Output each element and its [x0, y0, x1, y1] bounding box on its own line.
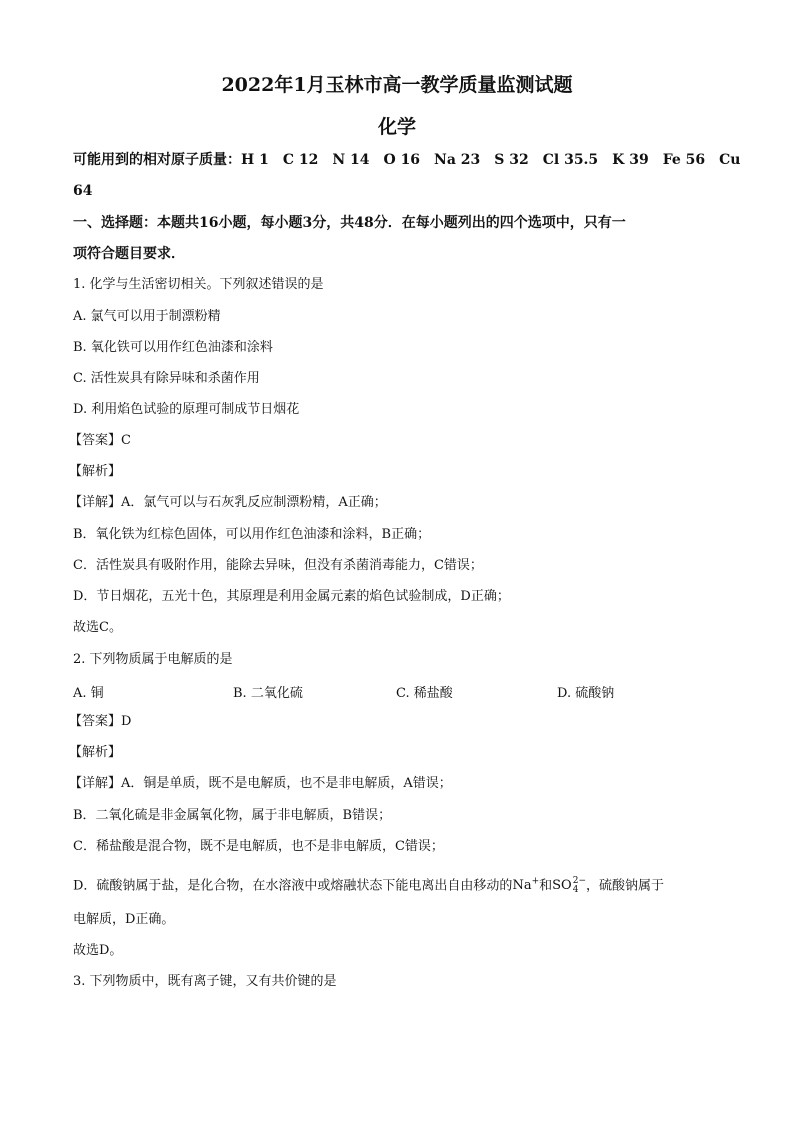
q3-stem: 3. 下列物质中，既有离子键，又有共价键的是: [73, 974, 337, 989]
q2-stem: 2. 下列物质属于电解质的是: [73, 652, 233, 667]
q2-detail-a: 【详解】A．铜是单质，既不是电解质，也不是非电解质，A错误；: [69, 776, 452, 791]
q1-option-b: B. 氧化铁可以用作红色油漆和涂料: [73, 340, 273, 355]
q2-detail-d: D．硫酸钠属于盐，是化合物，在水溶液中或熔融状态下能电离出自由移动的Na+和SO 2− 4 ，硫酸钠属于: [73, 875, 665, 895]
q2-option-b: B. 二氧化硫: [233, 686, 303, 701]
atomic-masses-line-2: 64: [73, 183, 93, 199]
q2-answer: 【答案】D: [69, 714, 132, 729]
q2-detail-c: C．稀盐酸是混合物，既不是电解质，也不是非电解质，C错误；: [73, 839, 444, 854]
q1-option-c: C. 活性炭具有除异味和杀菌作用: [73, 371, 260, 386]
sulfate-ion: SO 2− 4: [552, 875, 586, 895]
q2-detail-d-line-2: 电解质，D正确。: [73, 912, 175, 927]
q2-option-a: A. 铜: [73, 686, 104, 701]
q1-conclusion: 故选C。: [73, 620, 122, 635]
q2-detail-d-text: D．硫酸钠属于盐，是化合物，在水溶液中或熔融状态下能电离出自由移动的: [73, 878, 513, 894]
q1-detail-b: B．氧化铁为红棕色固体，可以用作红色油漆和涂料，B正确；: [73, 527, 431, 542]
section-heading-line-2: 项符合题目要求．: [73, 246, 185, 262]
q1-option-a: A. 氯气可以用于制漂粉精: [73, 309, 221, 324]
sodium-ion: Na+: [512, 877, 540, 894]
subject-title: 化学: [377, 116, 416, 138]
section-heading-line-1: 一、选择题：本题共16小题，每小题3分，共48分．在每小题列出的四个选项中，只有一: [73, 215, 626, 231]
atomic-masses-line-1: 可能用到的相对原子质量：H 1 C 12 N 14 O 16 Na 23 S 32 Cl 35.5 K 39 Fe 56 Cu: [73, 152, 741, 168]
q2-conclusion: 故选D。: [73, 943, 123, 958]
q2-analysis-label: 【解析】: [69, 745, 122, 760]
q1-detail-a: 【详解】A．氯气可以与石灰乳反应制漂粉精，A正确；: [69, 495, 387, 510]
q1-analysis-label: 【解析】: [69, 464, 122, 479]
q1-detail-d: D．节日烟花，五光十色，其原理是利用金属元素的焰色试验制成，D正确；: [73, 589, 510, 604]
q1-answer: 【答案】C: [69, 433, 131, 448]
q2-option-d: D. 硫酸钠: [557, 686, 615, 701]
q2-option-c: C. 稀盐酸: [396, 686, 453, 701]
q2-detail-b: B．二氧化硫是非金属氧化物，属于非电解质，B错误；: [73, 808, 392, 823]
q1-detail-c: C．活性炭具有吸附作用，能除去异味，但没有杀菌消毒能力，C错误；: [73, 558, 483, 573]
page-title: 2022年1月玉林市高一教学质量监测试题: [221, 74, 573, 96]
q1-option-d: D. 利用焰色试验的原理可制成节日烟花: [73, 402, 300, 417]
q1-stem: 1. 化学与生活密切相关。下列叙述错误的是: [73, 277, 324, 292]
